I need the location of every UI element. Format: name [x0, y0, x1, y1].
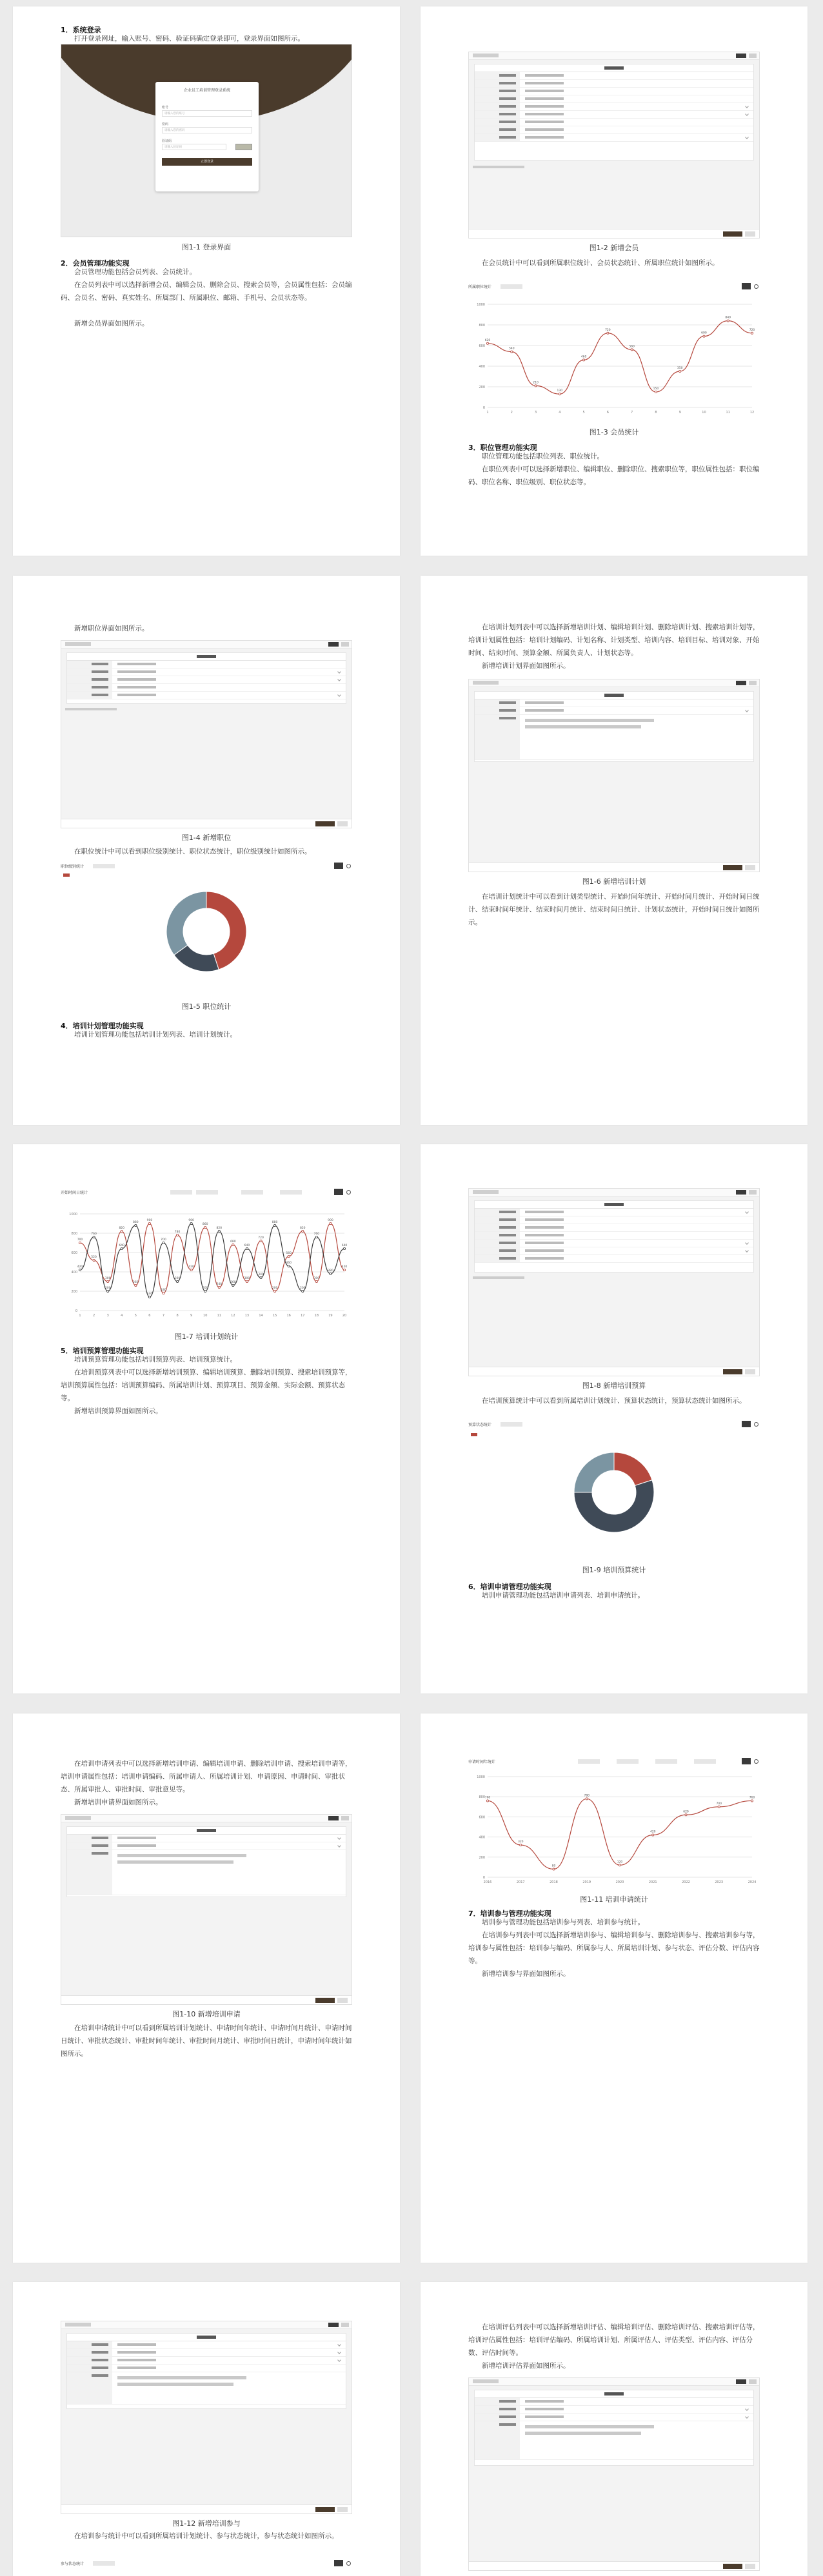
stats-screenshot: 预算状态统计	[468, 1420, 760, 1561]
data-label: 640	[119, 1244, 125, 1247]
data-label: 300	[244, 1277, 250, 1280]
y-tick-label: 600	[479, 344, 485, 348]
paragraph: 在职位列表中可以选择新增职位、编辑职位、删除职位、搜索职位等，职位属性包括：职位编码、职位名称、职位级别、职位状态等。	[468, 465, 760, 486]
x-tick-label: 9	[190, 1314, 193, 1318]
data-point	[619, 1864, 620, 1866]
data-point	[121, 1247, 123, 1249]
data-point	[751, 1800, 753, 1802]
x-tick-label: 7	[162, 1314, 165, 1318]
figure-caption: 图1-9 培训预算统计	[582, 1566, 646, 1574]
pie-slice	[614, 1452, 652, 1485]
data-point	[315, 1280, 317, 1282]
document-page	[421, 1144, 808, 1693]
data-label: 210	[533, 381, 539, 385]
data-label: 420	[188, 1265, 194, 1269]
y-tick-label: 800	[71, 1232, 77, 1236]
x-tick-label: 5	[582, 411, 585, 415]
x-tick-label: 3	[106, 1314, 109, 1318]
x-tick-label: 2023	[715, 1880, 724, 1884]
data-point	[79, 1242, 81, 1244]
document-page	[13, 576, 400, 1125]
login-title: 企业员工培训管理登录系统	[183, 88, 230, 93]
y-tick-label: 400	[71, 1271, 77, 1274]
data-point	[232, 1284, 234, 1286]
x-tick-label: 18	[314, 1314, 319, 1318]
data-point	[260, 1276, 262, 1278]
data-label: 840	[725, 316, 731, 320]
data-point	[135, 1224, 137, 1226]
data-label: 350	[677, 367, 683, 370]
form-screenshot	[468, 1188, 760, 1376]
data-label: 300	[313, 1277, 320, 1280]
data-label: 320	[517, 1840, 524, 1844]
captcha-image	[235, 144, 252, 150]
data-label: 460	[286, 1262, 292, 1265]
paragraph: 在培训计划列表中可以选择新增培训计划、编辑培训计划、删除培训计划、搜索培训计划等，培训计划属性包括：培训计划编码、计划名称、计划类型、培训内容、培训目标、培训对象、开始时间、结束时间、预算金额、所属负责人、计划状态等。	[468, 623, 760, 657]
data-label: 700	[161, 1238, 166, 1242]
y-tick-label: 0	[482, 1876, 485, 1880]
data-point	[218, 1230, 220, 1232]
figure-caption: 图1-5 职位统计	[181, 1002, 232, 1011]
stats-screenshot: 职位级别统计	[61, 862, 352, 997]
data-point	[163, 1242, 164, 1244]
data-label: 700	[716, 1802, 722, 1806]
data-label: 820	[119, 1227, 125, 1230]
y-tick-label: 1000	[69, 1213, 77, 1216]
x-tick-label: 10	[702, 411, 706, 415]
data-point	[727, 320, 729, 322]
data-point	[486, 342, 488, 344]
paragraph: 新增培训预算界面如图所示。	[74, 1407, 163, 1415]
x-tick-label: 7	[631, 411, 633, 415]
data-point	[486, 1800, 488, 1802]
data-point	[343, 1269, 345, 1271]
paragraph: 新增培训计划界面如图所示。	[482, 662, 570, 670]
y-tick-label: 400	[479, 365, 485, 369]
x-tick-label: 6	[606, 411, 609, 415]
data-label: 620	[484, 338, 491, 342]
y-tick-label: 0	[482, 406, 485, 410]
data-label: 120	[617, 1860, 623, 1864]
x-tick-label: 2	[92, 1314, 95, 1318]
y-tick-label: 200	[479, 385, 485, 389]
form-screenshot	[61, 1814, 352, 2005]
data-label: 560	[286, 1252, 292, 1255]
figure-caption: 图1-3 会员统计	[589, 428, 639, 436]
paragraph: 新增培训申请界面如图所示。	[74, 1799, 163, 1806]
data-point	[685, 1814, 687, 1816]
x-tick-label: 8	[655, 411, 657, 415]
login-user-input: 请输入您的账号	[162, 110, 252, 117]
y-tick-label: 200	[479, 1855, 485, 1860]
series-line	[488, 1799, 752, 1869]
login-pass-label: 密码	[162, 122, 169, 126]
section-heading: 1．系统登录	[61, 26, 101, 34]
data-point	[246, 1247, 248, 1249]
paragraph: 打开登录网址，输入账号、密码、验证码确定登录即可，登录界面如图所示。	[74, 35, 304, 43]
data-point	[511, 351, 513, 353]
series-line	[80, 1224, 344, 1297]
data-label: 300	[174, 1277, 181, 1280]
data-label: 900	[328, 1219, 333, 1222]
login-button: 立即登录	[162, 158, 252, 166]
data-label: 540	[508, 347, 515, 351]
stats-screenshot: 申请时间年统计 0 200 400 600 800 1000 2016 2017 2018 2019 2020 2021 2022 2023 2024 760 320 80 780 120 420 620 700 760	[468, 1757, 760, 1890]
document-page	[13, 2282, 400, 2576]
x-tick-label: 2	[510, 411, 513, 415]
data-label: 420	[341, 1265, 348, 1269]
data-point	[330, 1222, 332, 1224]
x-tick-label: 2017	[516, 1880, 525, 1884]
data-label: 520	[91, 1256, 97, 1259]
data-point	[343, 1247, 345, 1249]
data-label: 300	[104, 1277, 111, 1280]
stats-screenshot: 开始时间日统计 0 200 400 600 800 1000 1 2 3 4 5 6 7 8 9 10 11 12 13 14 15 16 17 18 19 20 700 520 300 820 260 900 180 780 420 860 240 680 300 720 200 560 820 300 900 420 420 760 200 640 880 140 700 300 900 200 820 260 640 340 880 460 200 760 380 640	[61, 1188, 352, 1327]
section-heading: 6．培训申请管理功能实现	[468, 1583, 551, 1591]
data-point	[93, 1236, 95, 1238]
data-point	[218, 1286, 220, 1288]
paragraph: 培训申请管理功能包括培训申请列表、培训申请统计。	[482, 1592, 644, 1599]
form-screenshot	[468, 2377, 760, 2571]
data-label: 260	[230, 1281, 236, 1284]
figure-caption: 图1-1 登录界面	[181, 243, 232, 251]
x-tick-label: 3	[534, 411, 537, 415]
y-tick-label: 800	[479, 1795, 485, 1800]
document-page	[421, 1713, 808, 2263]
x-tick-label: 1	[79, 1314, 81, 1318]
data-point	[121, 1230, 123, 1232]
x-tick-label: 16	[286, 1314, 291, 1318]
x-tick-label: 19	[328, 1314, 333, 1318]
document-page	[13, 1713, 400, 2263]
data-label: 460	[580, 355, 587, 359]
data-label: 200	[299, 1287, 306, 1290]
figure-caption: 图1-12 新增培训参与	[172, 2519, 241, 2528]
paragraph: 在培训申请统计中可以看到所属培训计划统计、申请时间年统计、申请时间月统计、申请时间日统计、审批状态统计、审批时间年统计、审批时间月统计、审批时间日统计，申请时间年统计如图所示。	[61, 2024, 352, 2058]
data-label: 720	[258, 1236, 264, 1240]
data-label: 900	[188, 1219, 194, 1222]
data-point	[93, 1259, 95, 1261]
data-point	[535, 385, 537, 387]
paragraph: 在培训申请列表中可以选择新增培训申请、编辑培训申请、删除培训申请、搜索培训申请等，培训申请属性包括：培训申请编码、所属申请人、所属培训计划、申请原因、申请时间、审批状态、所属审批人、审批时间、审批意见等。	[61, 1760, 352, 1793]
data-point	[176, 1280, 178, 1282]
document-page	[13, 6, 400, 556]
data-point	[559, 393, 560, 395]
x-tick-label: 10	[203, 1314, 208, 1318]
data-point	[315, 1236, 317, 1238]
data-point	[718, 1806, 720, 1808]
data-point	[288, 1255, 290, 1257]
data-point	[553, 1868, 555, 1870]
paragraph: 在培训参与统计中可以看到所属培训计划统计、参与状态统计，参与状态统计如图所示。	[74, 2532, 339, 2540]
figure-caption: 图1-11 培训申请统计	[580, 1895, 648, 1904]
data-label: 560	[629, 345, 635, 349]
line-chart	[468, 1768, 760, 1890]
figure-caption: 图1-4 新增职位	[181, 834, 232, 842]
document-page	[13, 1144, 400, 1693]
x-tick-label: 2020	[615, 1880, 624, 1884]
data-label: 760	[484, 1796, 491, 1800]
data-point	[631, 349, 633, 351]
figure-caption: 图1-10 新增培训申请	[172, 2010, 241, 2018]
data-point	[232, 1244, 234, 1245]
x-tick-label: 13	[244, 1314, 250, 1318]
login-user-label: 账号	[162, 106, 169, 110]
data-label: 690	[701, 331, 707, 335]
paragraph: 新增培训参与界面如图所示。	[482, 1970, 570, 1978]
data-point	[148, 1296, 150, 1298]
data-point	[274, 1224, 276, 1226]
paragraph: 在培训预算统计中可以看到所属培训计划统计、预算状态统计，预算状态统计如图所示。	[482, 1397, 746, 1405]
line-chart	[61, 1198, 352, 1327]
document-page	[421, 576, 808, 1125]
data-label: 420	[77, 1265, 83, 1269]
data-label: 420	[649, 1830, 656, 1834]
figure-caption: 图1-7 培训计划统计	[174, 1332, 239, 1341]
data-point	[703, 335, 705, 337]
paragraph: 培训计划管理功能包括培训计划列表、培训计划统计。	[74, 1031, 237, 1039]
paragraph: 培训预算管理功能包括培训预算列表、培训预算统计。	[74, 1356, 237, 1363]
data-label: 860	[202, 1223, 208, 1226]
document-page	[421, 2282, 808, 2576]
data-point	[204, 1226, 206, 1228]
x-tick-label: 4	[121, 1314, 123, 1318]
data-point	[260, 1240, 262, 1242]
paragraph: 在培训评估列表中可以选择新增培训评估、编辑培训评估、删除培训评估、搜索培训评估等，培训评估属性包括：培训评估编码、所属培训计划、所属评估人、评估类型、评估内容、评估分数、评估时间等。	[468, 2323, 760, 2357]
x-tick-label: 8	[176, 1314, 179, 1318]
data-point	[190, 1269, 192, 1271]
login-pass-input: 请输入您的密码	[162, 127, 252, 133]
data-label: 640	[244, 1244, 250, 1247]
x-tick-label: 2024	[748, 1880, 757, 1884]
paragraph: 在会员列表中可以选择新增会员、编辑会员、删除会员、搜索会员等，会员属性包括：会员编码、会员名、密码、真实姓名、所属部门、所属职位、邮箱、手机号、会员状态等。	[61, 281, 352, 302]
section-heading: 3．职位管理功能实现	[468, 444, 537, 452]
stats-screenshot: 所属职位统计 0 200 400 600 800 1000 1 2 3 4 5 6 7 8 9 10 11 12 620 540 210 130 460 720 560 150 350 690 840 720	[468, 282, 760, 424]
paragraph: 在培训参与列表中可以选择新增培训参与、编辑培训参与、删除培训参与、搜索培训参与等，培训参与属性包括：培训参与编码、所属参与人、所属培训计划、参与状态、评估分数、评估内容等。	[468, 1931, 760, 1965]
data-label: 780	[174, 1231, 181, 1234]
data-point	[679, 370, 681, 372]
data-point	[176, 1234, 178, 1236]
data-point	[302, 1230, 304, 1232]
pie-slice	[574, 1452, 614, 1492]
paragraph: 会员管理功能包括会员列表、会员统计。	[74, 268, 196, 276]
data-label: 200	[104, 1287, 111, 1290]
paragraph: 新增培训评估界面如图所示。	[482, 2362, 570, 2370]
data-label: 700	[77, 1238, 83, 1242]
data-label: 720	[605, 328, 611, 332]
data-point	[655, 391, 657, 393]
login-code-label: 验证码	[162, 139, 172, 143]
section-heading: 2．会员管理功能实现	[61, 259, 130, 268]
section-heading: 7．培训参与管理功能实现	[468, 1909, 551, 1918]
data-point	[274, 1290, 276, 1292]
data-label: 880	[133, 1221, 139, 1224]
data-point	[79, 1269, 81, 1271]
figure-caption: 图1-6 新增培训计划	[582, 877, 646, 886]
y-tick-label: 1000	[477, 303, 485, 307]
y-tick-label: 600	[479, 1815, 485, 1820]
data-label: 760	[749, 1796, 755, 1800]
x-tick-label: 2018	[550, 1880, 558, 1884]
data-point	[190, 1222, 192, 1224]
data-point	[107, 1280, 109, 1282]
x-tick-label: 14	[259, 1314, 263, 1318]
paragraph: 培训参与管理功能包括培训参与列表、培训参与统计。	[482, 1918, 644, 1926]
y-tick-label: 1000	[477, 1775, 485, 1779]
pie-chart	[468, 1436, 760, 1558]
paragraph: 在职位统计中可以看到职位级别统计、职位状态统计，职位级别统计如图所示。	[74, 848, 312, 855]
data-point	[751, 332, 753, 334]
data-point	[302, 1290, 304, 1292]
data-label: 880	[272, 1221, 278, 1224]
data-label: 900	[146, 1219, 153, 1222]
data-label: 80	[551, 1864, 556, 1868]
data-label: 380	[328, 1269, 333, 1273]
data-label: 720	[749, 328, 755, 332]
data-point	[586, 1798, 588, 1800]
x-tick-label: 1	[486, 411, 489, 415]
data-point	[652, 1834, 654, 1836]
x-tick-label: 15	[272, 1314, 277, 1318]
x-tick-label: 17	[301, 1314, 305, 1318]
data-label: 760	[91, 1233, 97, 1236]
data-label: 180	[161, 1289, 166, 1292]
x-tick-label: 9	[679, 411, 681, 415]
y-tick-label: 400	[479, 1835, 485, 1840]
data-label: 620	[683, 1810, 689, 1814]
data-label: 240	[216, 1283, 223, 1286]
x-tick-label: 20	[342, 1314, 347, 1318]
data-label: 130	[557, 389, 563, 393]
x-tick-label: 11	[217, 1314, 221, 1318]
data-label: 780	[584, 1794, 590, 1798]
x-tick-label: 2016	[483, 1880, 492, 1884]
form-screenshot	[61, 2321, 352, 2514]
section-heading: 5．培训预算管理功能实现	[61, 1347, 144, 1355]
form-screenshot	[468, 52, 760, 239]
paragraph: 在培训计划统计中可以看到计划类型统计、开始时间年统计、开始时间月统计、开始时间日统计、结束时间年统计、结束时间月统计、结束时间日统计、计划状态统计，开始时间日统计如图所示。	[468, 893, 760, 926]
paragraph: 新增会员界面如图所示。	[74, 320, 149, 327]
form-screenshot	[468, 679, 760, 872]
section-heading: 4．培训计划管理功能实现	[61, 1022, 144, 1030]
figure-caption: 图1-2 新增会员	[589, 244, 639, 252]
line-chart	[468, 291, 760, 424]
data-label: 140	[146, 1293, 153, 1296]
y-tick-label: 0	[75, 1309, 77, 1313]
data-label: 260	[133, 1281, 139, 1284]
y-tick-label: 600	[71, 1251, 77, 1255]
data-label: 200	[272, 1287, 278, 1290]
login-screenshot	[61, 44, 352, 237]
data-point	[148, 1222, 150, 1224]
x-tick-label: 2021	[648, 1880, 657, 1884]
x-tick-label: 12	[749, 411, 755, 415]
data-label: 340	[258, 1273, 264, 1276]
data-point	[330, 1273, 332, 1274]
data-point	[520, 1844, 522, 1846]
data-label: 150	[653, 387, 659, 391]
paragraph: 在会员统计中可以看到所属职位统计、会员状态统计、所属职位统计如图所示。	[482, 259, 719, 267]
data-label: 820	[299, 1227, 306, 1230]
pie-slice	[166, 892, 206, 955]
data-point	[607, 332, 609, 334]
y-tick-label: 200	[71, 1290, 77, 1294]
login-card	[155, 82, 259, 191]
stats-screenshot: 参与状态统计	[61, 2559, 352, 2572]
data-label: 820	[216, 1227, 223, 1230]
data-point	[582, 359, 584, 361]
series-line	[488, 321, 752, 395]
x-tick-label: 4	[559, 411, 561, 415]
paragraph: 在培训预算列表中可以选择新增培训预算、编辑培训预算、删除培训预算、搜索培训预算等，培训预算属性包括：培训预算编码、所属培训计划、预算项目、预算金额、实际金额、预算状态等。	[61, 1369, 352, 1402]
paragraph: 新增职位界面如图所示。	[74, 625, 149, 632]
x-tick-label: 12	[231, 1314, 235, 1318]
x-tick-label: 2022	[682, 1880, 690, 1884]
data-point	[288, 1265, 290, 1267]
document-page	[421, 6, 808, 556]
y-tick-label: 800	[479, 324, 485, 327]
x-tick-label: 11	[726, 411, 730, 415]
x-tick-label: 2019	[582, 1880, 591, 1884]
figure-caption: 图1-8 新增培训预算	[582, 1381, 646, 1390]
x-tick-label: 6	[148, 1314, 151, 1318]
data-point	[135, 1284, 137, 1286]
data-label: 640	[341, 1244, 348, 1247]
data-label: 200	[202, 1287, 208, 1290]
data-point	[246, 1280, 248, 1282]
form-screenshot	[61, 640, 352, 828]
data-label: 680	[230, 1240, 236, 1244]
data-point	[204, 1290, 206, 1292]
data-point	[163, 1292, 164, 1294]
data-point	[107, 1290, 109, 1292]
pie-chart	[61, 875, 352, 997]
paragraph: 职位管理功能包括职位列表、职位统计。	[482, 453, 604, 460]
data-label: 760	[313, 1233, 320, 1236]
login-code-input: 请输入验证码	[162, 144, 226, 150]
x-tick-label: 5	[134, 1314, 137, 1318]
